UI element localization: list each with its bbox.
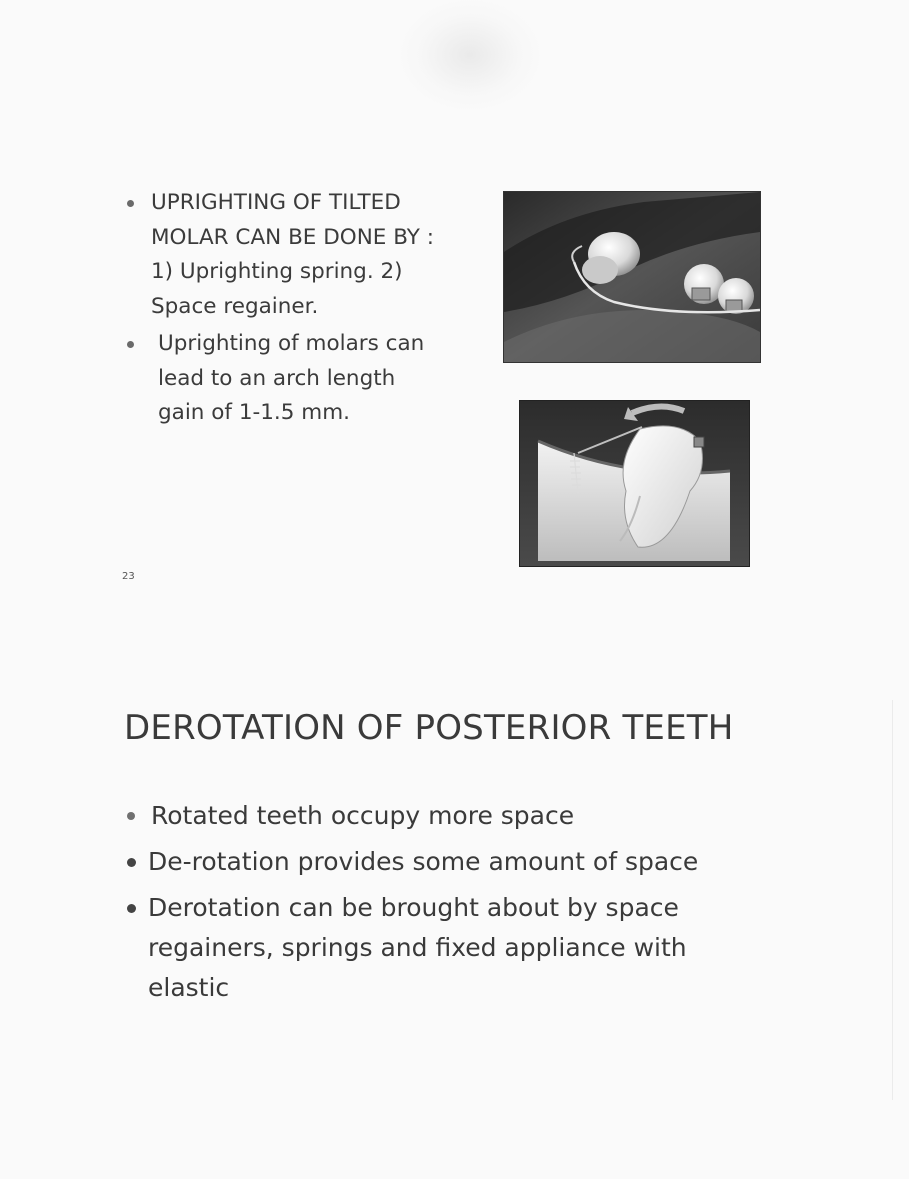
scan-smudge	[400, 0, 540, 110]
slide2-bullet-2: De-rotation provides some amount of space	[124, 842, 764, 882]
slide-title: DEROTATION OF POSTERIOR TEETH	[124, 708, 734, 748]
slide1-bullet-list	[124, 186, 444, 434]
slide2-bullet-list	[124, 796, 764, 1014]
page-number: 23	[122, 571, 135, 582]
molar-uprighting-diagram	[519, 400, 750, 567]
slide2-bullet-1: Rotated teeth occupy more space	[124, 796, 764, 836]
uprighting-spring-photo	[503, 191, 761, 363]
slide2-bullet-3: Derotation can be brought about by space regainers, springs and fixed appliance with elastic	[124, 888, 764, 1008]
slide1-bullet-1: UPRIGHTING OF TILTED MOLAR CAN BE DONE BY : 1) Uprighting spring. 2) Space regainer.	[124, 186, 444, 324]
scan-edge	[892, 700, 893, 1100]
slide1-bullet-2: Uprighting of molars can lead to an arch length gain of 1-1.5 mm.	[124, 327, 444, 431]
